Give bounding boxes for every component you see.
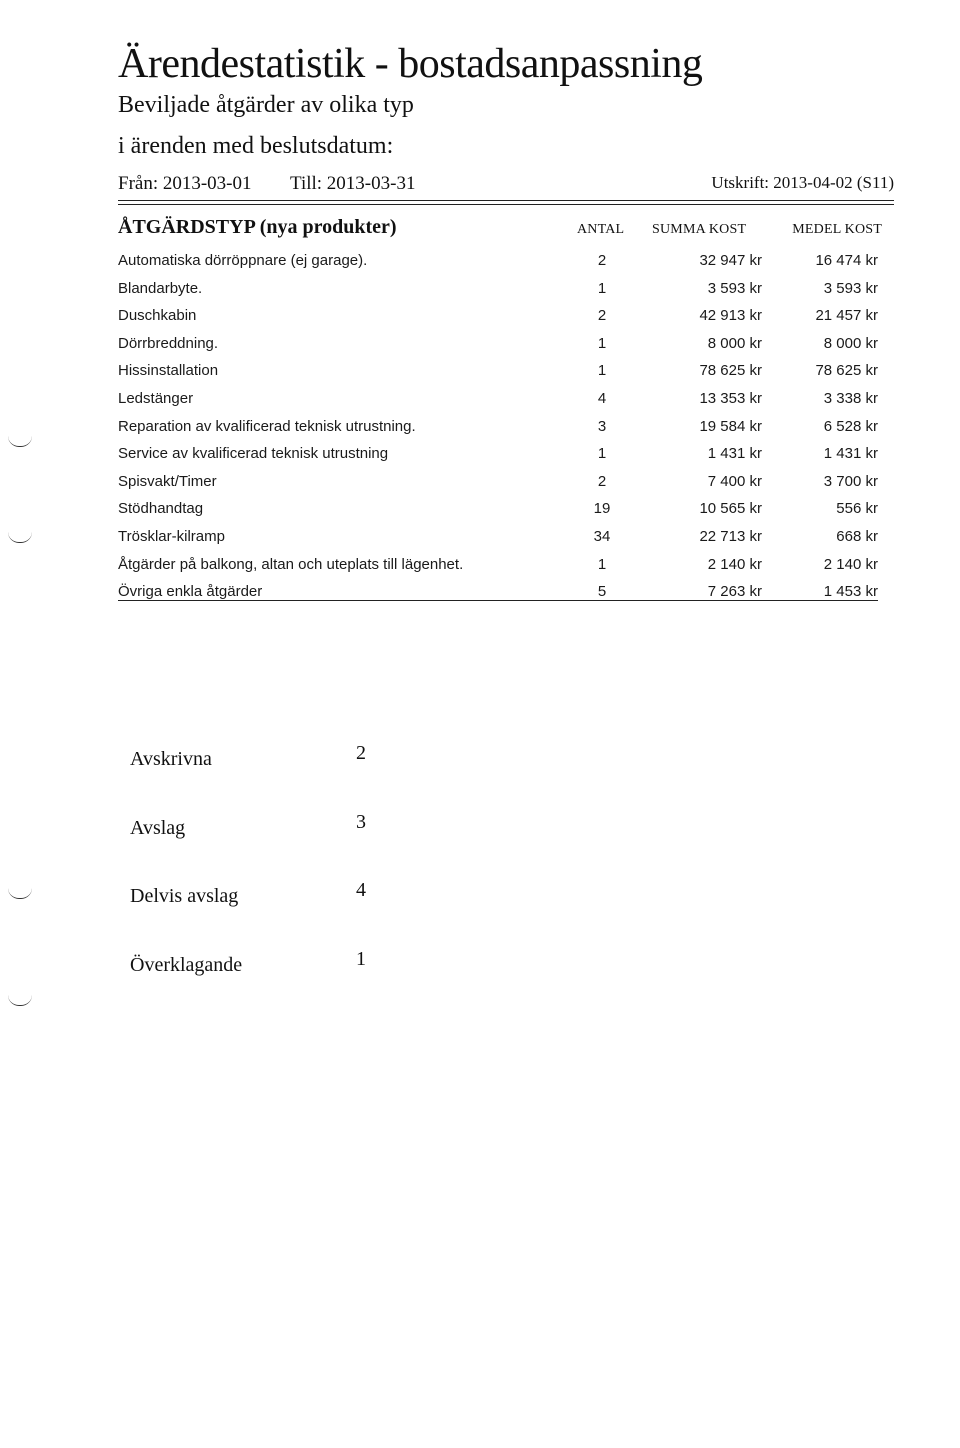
measure-summa-kost: 22 713 kr <box>699 527 762 545</box>
summary-row <box>130 742 430 811</box>
measure-medel-kost: 1 431 kr <box>823 445 878 463</box>
measure-summa-kost: 42 913 kr <box>699 307 762 325</box>
margin-tick-mark <box>8 995 32 1006</box>
date-from: Från: 2013-03-01 <box>118 173 252 194</box>
summary-label: Avslag <box>130 816 186 839</box>
summary-label: Avskrivna <box>130 748 212 770</box>
summary-value: 1 <box>356 947 366 970</box>
measure-summa-kost: 3 593 kr <box>707 279 762 297</box>
measure-antal: 2 <box>597 307 607 325</box>
measure-name: Övriga enkla åtgärder <box>118 583 263 601</box>
measure-name: Trösklar-kilramp <box>118 527 225 545</box>
measure-antal: 2 <box>597 472 607 490</box>
measure-summa-kost: 7 400 kr <box>707 472 762 490</box>
table-row <box>118 274 888 302</box>
measure-name: Hissinstallation <box>118 362 219 380</box>
table-row <box>118 439 888 467</box>
measure-summa-kost: 1 431 kr <box>707 445 762 463</box>
summary-label: Delvis avslag <box>130 885 239 907</box>
table-row <box>118 356 888 384</box>
summary-value: 3 <box>356 810 366 833</box>
margin-tick-mark <box>8 436 32 447</box>
measure-name: Blandarbyte. <box>118 279 203 297</box>
date-range <box>118 173 894 199</box>
measure-name: Stödhandtag <box>118 500 204 518</box>
measure-name: Service av kvalificerad teknisk utrustning <box>118 445 389 463</box>
measure-name: Dörrbreddning. <box>118 334 219 352</box>
summary-row <box>130 948 430 1017</box>
table-row <box>118 522 888 550</box>
header-divider-double <box>118 204 894 205</box>
table-row <box>118 494 888 522</box>
measure-medel-kost: 21 457 kr <box>815 307 878 325</box>
measure-medel-kost: 2 140 kr <box>823 555 878 573</box>
summary-label: Överklagande <box>130 953 243 976</box>
measure-antal: 19 <box>593 500 611 518</box>
measure-name: Spisvakt/Timer <box>118 472 217 490</box>
table-row <box>118 412 888 440</box>
measure-summa-kost: 7 263 kr <box>707 583 762 601</box>
margin-tick-mark <box>8 532 32 543</box>
column-header-medel-kost: MEDEL KOST <box>792 222 882 237</box>
measure-antal: 34 <box>593 527 611 545</box>
measure-summa-kost: 78 625 kr <box>699 362 762 380</box>
measure-antal: 1 <box>597 334 607 352</box>
measure-antal: 1 <box>597 555 607 573</box>
table-row <box>118 329 888 357</box>
summary-row <box>130 879 430 948</box>
measure-medel-kost: 78 625 kr <box>815 362 878 380</box>
measure-summa-kost: 13 353 kr <box>699 389 762 407</box>
measure-antal: 1 <box>597 279 607 297</box>
table-row <box>118 301 888 329</box>
measure-name: Reparation av kvalificerad teknisk utrustning. <box>118 417 416 435</box>
measure-name: Automatiska dörröppnare (ej garage). <box>118 252 368 269</box>
measure-antal: 1 <box>597 445 607 463</box>
measure-medel-kost: 668 kr <box>836 527 878 545</box>
measure-medel-kost: 16 474 kr <box>815 252 878 269</box>
measure-medel-kost: 3 593 kr <box>823 279 878 297</box>
measure-summa-kost: 19 584 kr <box>699 417 762 435</box>
measure-medel-kost: 556 kr <box>836 500 878 518</box>
column-header-antal: ANTAL <box>577 222 625 237</box>
date-to: Till: 2013-03-31 <box>290 173 416 194</box>
measure-summa-kost: 2 140 kr <box>707 555 762 573</box>
column-header-summa-kost: SUMMA KOST <box>652 222 747 237</box>
page-subtitle-date-label: i ärenden med beslutsdatum: <box>118 133 394 159</box>
page-subtitle: Beviljade åtgärder av olika typ <box>118 92 414 118</box>
table-row <box>118 384 888 412</box>
measure-name: Ledstänger <box>118 389 194 407</box>
table-row <box>118 467 888 495</box>
measure-medel-kost: 8 000 kr <box>823 334 878 352</box>
print-date: Utskrift: 2013-04-02 (S11) <box>711 173 894 192</box>
page-title: Ärendestatistik - bostadsanpassning <box>118 41 703 87</box>
summary-value: 2 <box>356 742 366 764</box>
measure-medel-kost: 6 528 kr <box>823 417 878 435</box>
table-bottom-rule <box>118 600 878 601</box>
header-divider <box>118 200 894 201</box>
measure-name: Åtgärder på balkong, altan och uteplats till lägenhet. <box>118 555 464 573</box>
measure-antal: 2 <box>597 252 607 269</box>
measure-antal: 3 <box>597 417 607 435</box>
measure-summa-kost: 8 000 kr <box>707 334 762 352</box>
measure-summa-kost: 10 565 kr <box>699 500 762 518</box>
measure-medel-kost: 3 700 kr <box>823 472 878 490</box>
measure-antal: 5 <box>597 583 607 601</box>
margin-tick-mark <box>8 888 32 899</box>
measure-summa-kost: 32 947 kr <box>699 252 762 269</box>
table-row <box>118 550 888 578</box>
measure-antal: 1 <box>597 362 607 380</box>
summary-value: 4 <box>356 879 366 901</box>
measures-table <box>118 246 888 605</box>
measure-name: Duschkabin <box>118 307 197 325</box>
measure-medel-kost: 3 338 kr <box>823 389 878 407</box>
decision-summary <box>130 742 430 1016</box>
column-header-type: ÅTGÄRDSTYP (nya produkter) <box>118 216 397 238</box>
measure-antal: 4 <box>597 389 607 407</box>
measure-medel-kost: 1 453 kr <box>823 583 878 601</box>
summary-row <box>130 811 430 880</box>
table-row <box>118 246 888 274</box>
